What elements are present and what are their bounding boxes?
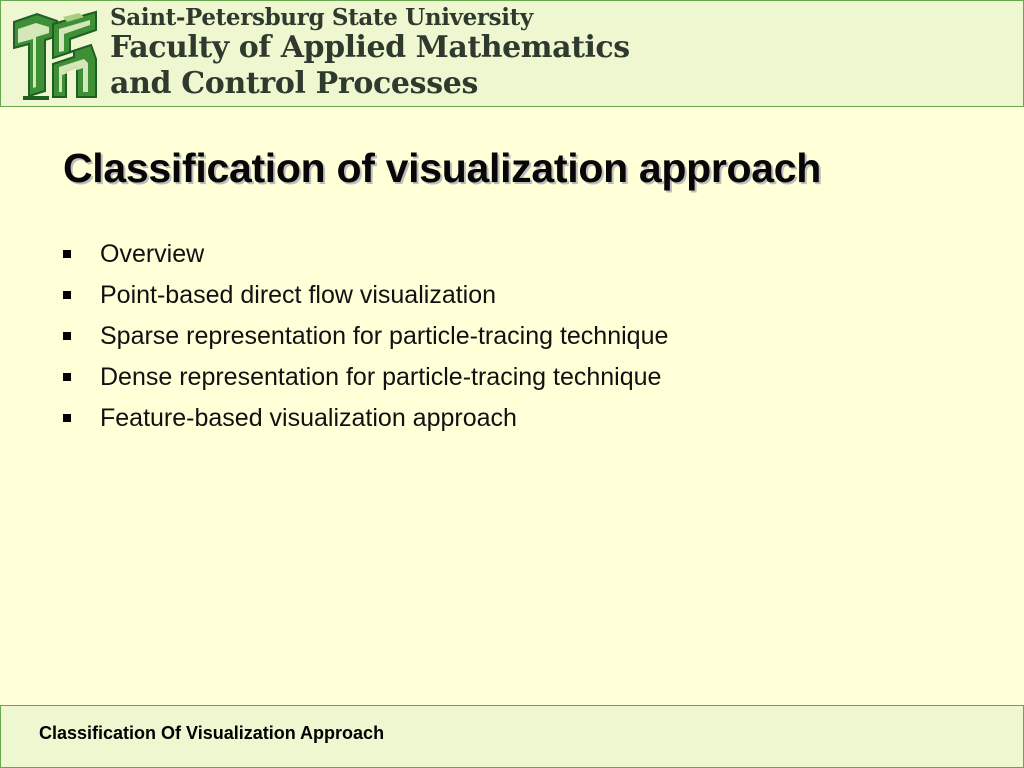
topic-label: Feature-based visualization approach — [100, 404, 517, 432]
faculty-name-line-2: and Control Processes — [110, 66, 479, 101]
university-name: Saint-Petersburg State University — [110, 4, 533, 31]
slide-footer — [0, 705, 1024, 768]
square-bullet-icon — [63, 373, 71, 381]
square-bullet-icon — [63, 291, 71, 299]
topic-list-item — [63, 278, 668, 319]
university-header — [0, 0, 1024, 107]
topic-label: Sparse representation for particle-tracing technique — [100, 322, 669, 350]
topic-label: Overview — [100, 240, 205, 268]
topic-list-item — [63, 360, 668, 401]
faculty-name-line-1: Faculty of Applied Mathematics — [110, 30, 630, 65]
square-bullet-icon — [63, 250, 71, 258]
topic-list — [63, 237, 668, 442]
topic-list-item — [63, 237, 668, 278]
slide-title: Classification of visualization approach — [63, 145, 822, 191]
topic-label: Point-based direct flow visualization — [100, 281, 497, 309]
topic-list-item — [63, 401, 668, 442]
square-bullet-icon — [63, 332, 71, 340]
topic-label: Dense representation for particle-tracing technique — [100, 363, 662, 391]
topic-list-item — [63, 319, 668, 360]
footer-title: Classification Of Visualization Approach — [39, 723, 385, 743]
faculty-logo-icon — [9, 9, 101, 101]
square-bullet-icon — [63, 414, 71, 422]
